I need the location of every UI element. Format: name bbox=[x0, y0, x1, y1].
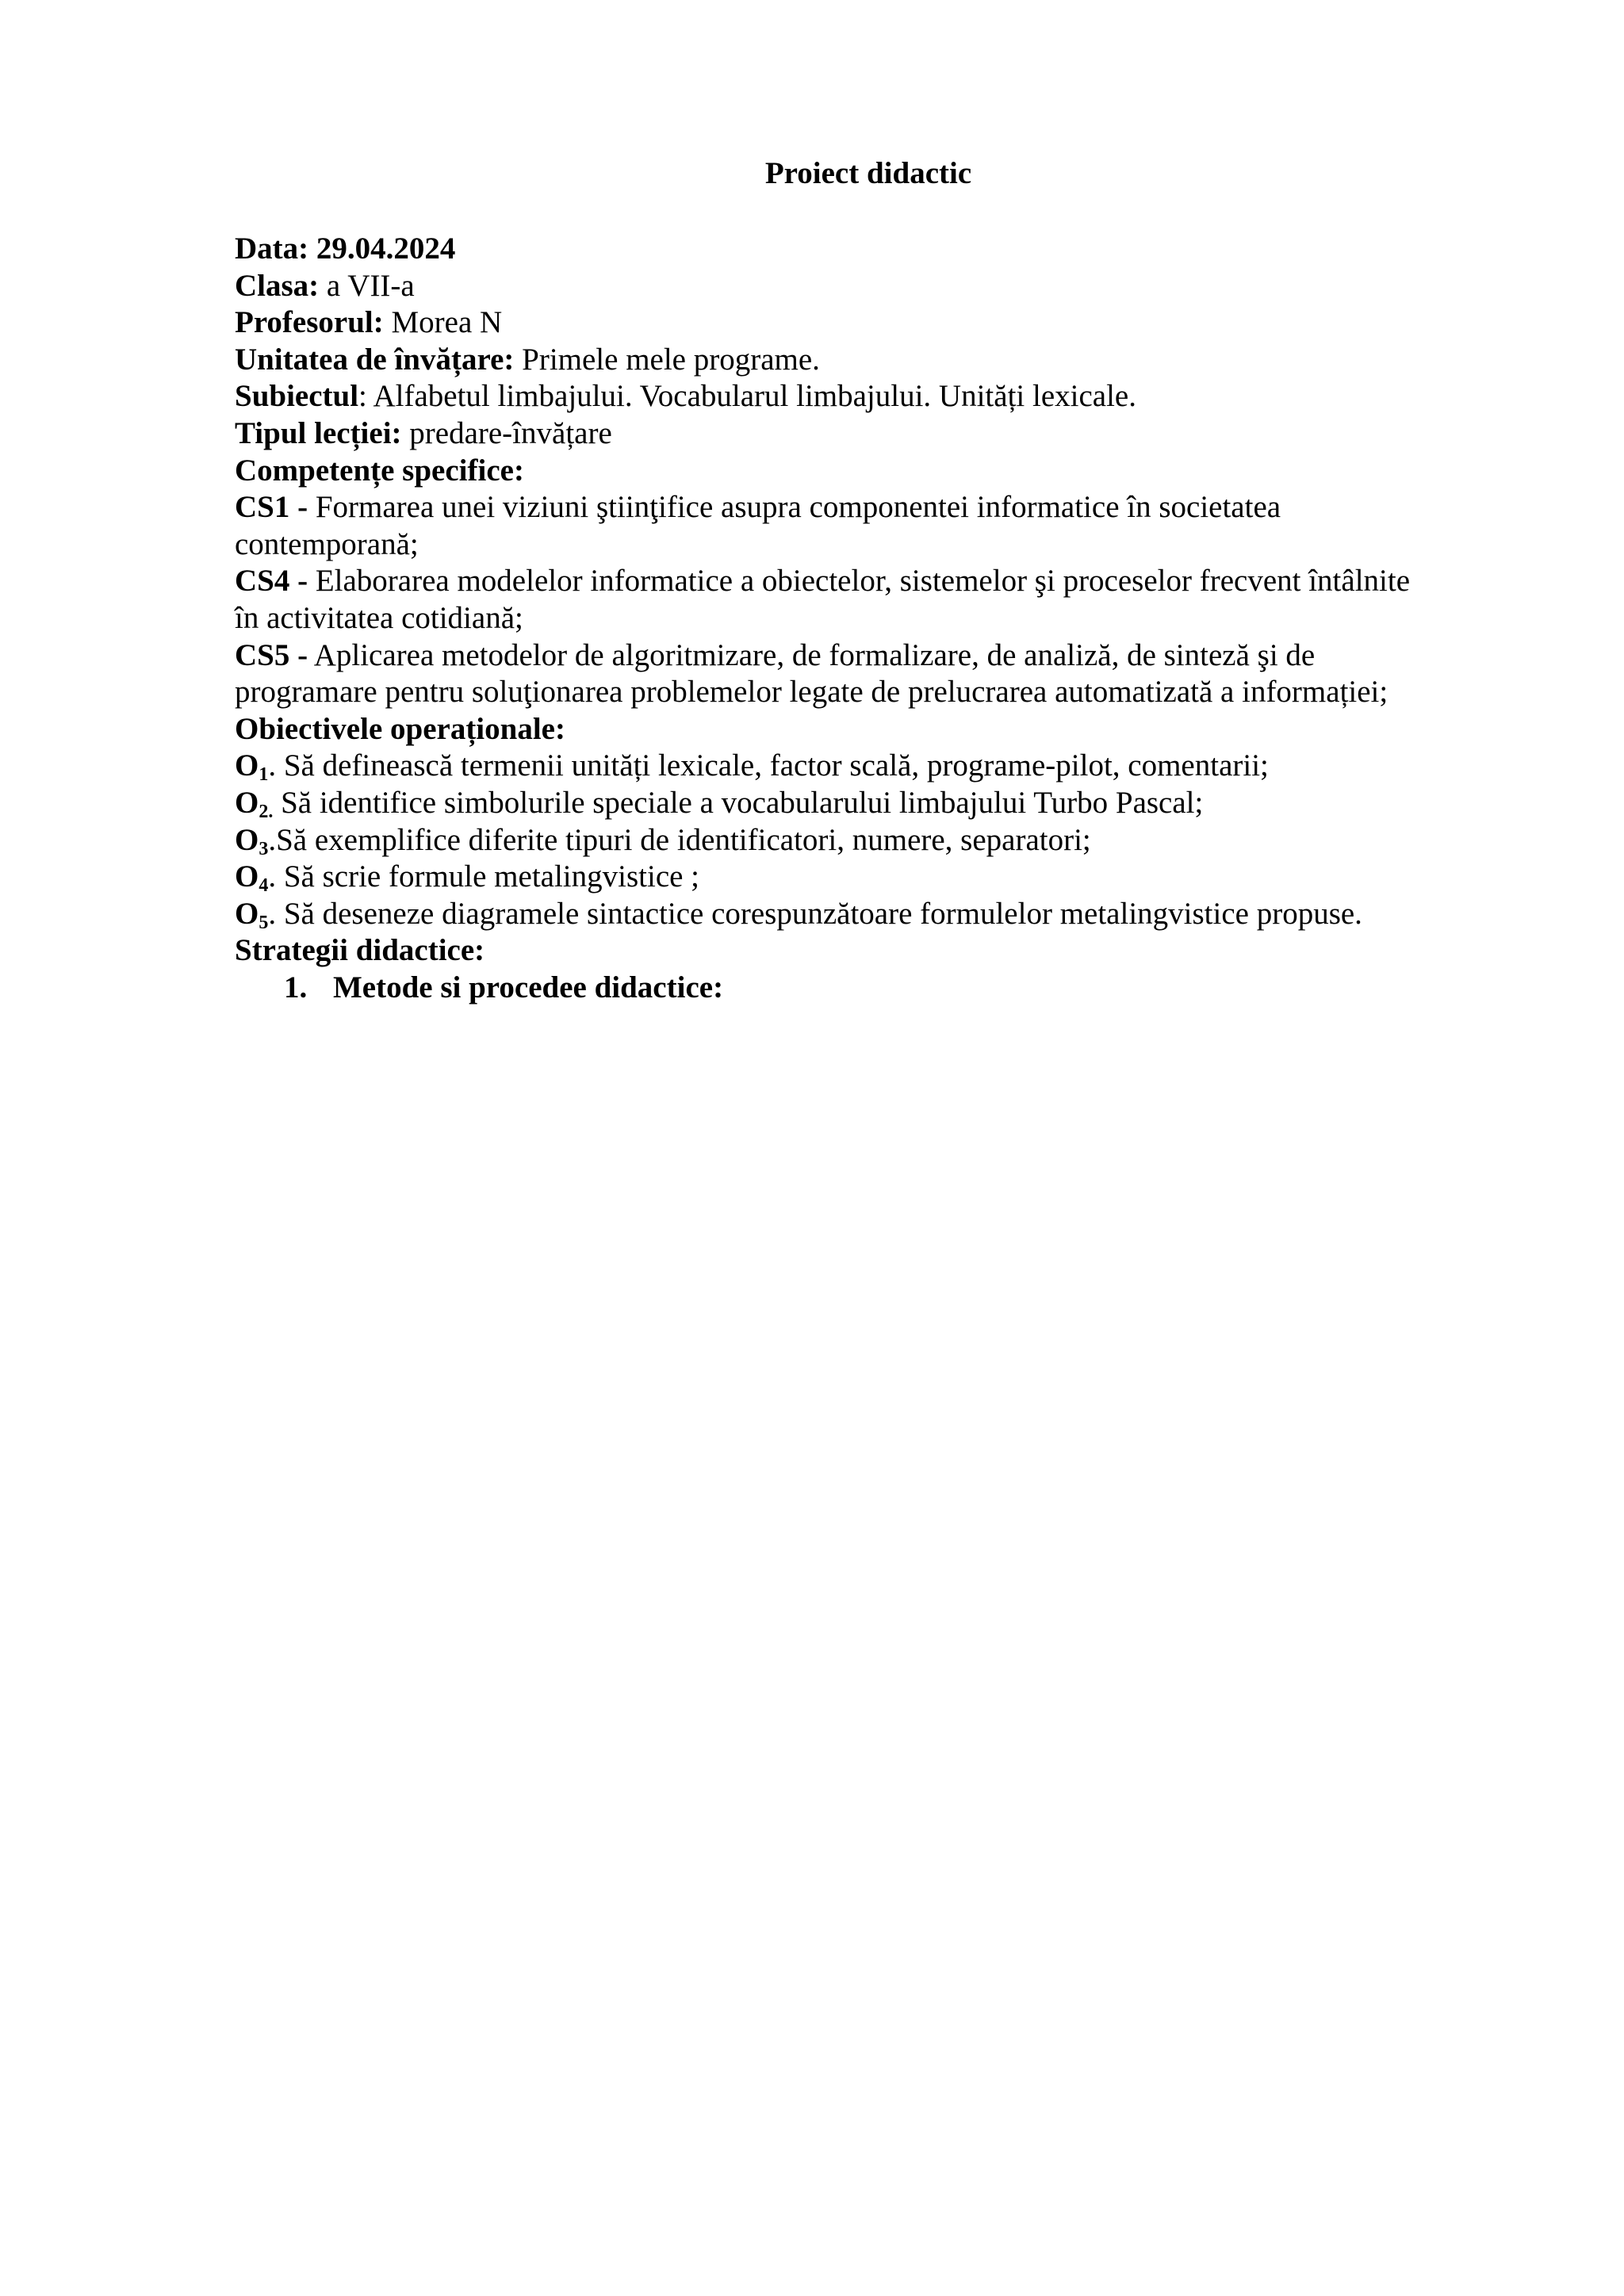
objective-subscript: 5 bbox=[259, 912, 269, 933]
competence-code: CS5 - bbox=[235, 637, 308, 672]
objective-item bbox=[235, 896, 1503, 933]
lesson-type-value: predare-învățare bbox=[409, 415, 612, 450]
list-item-text: Metode si procedee didactice: bbox=[333, 970, 724, 1004]
objective-text: . Să scrie formule metalingvistice ; bbox=[268, 859, 700, 894]
objective-text: . Să deseneze diagramele sintactice corespunzătoare formulelor metalingvistice propuse. bbox=[268, 896, 1362, 931]
objective-text: Să identifice simbolurile speciale a vocabularului limbajului Turbo Pascal; bbox=[273, 785, 1204, 820]
teacher-line bbox=[235, 304, 1503, 342]
unit-line bbox=[235, 342, 1503, 379]
class-value: a VII-a bbox=[326, 268, 415, 303]
teacher-label: Profesorul: bbox=[235, 305, 384, 340]
objective-code: O bbox=[235, 896, 259, 931]
objective-code: O bbox=[235, 785, 259, 820]
objective-subscript: 2. bbox=[259, 801, 274, 822]
class-label: Clasa: bbox=[235, 268, 320, 303]
lesson-type-line bbox=[235, 415, 1503, 453]
date-value: 29.04.2024 bbox=[316, 232, 456, 266]
competence-text-cont: contemporană; bbox=[235, 526, 419, 561]
objective-item bbox=[235, 822, 1503, 859]
objective-text: . Să definească termenii unități lexicale, factor scală, programe-pilot, comentarii; bbox=[268, 748, 1269, 783]
class-line bbox=[235, 268, 1503, 305]
competences-heading: Competențe specifice: bbox=[235, 453, 524, 488]
competence-code: CS1 - bbox=[235, 490, 308, 525]
date-label: Data: bbox=[235, 232, 309, 266]
objective-subscript: 3 bbox=[259, 838, 269, 859]
date-line bbox=[235, 231, 1503, 268]
strategies-heading: Strategii didactice: bbox=[235, 933, 485, 968]
subject-label: Subiectul bbox=[235, 379, 359, 414]
competence-text-cont: în activitatea cotidiană; bbox=[235, 600, 523, 635]
strategy-list-item bbox=[235, 970, 1503, 1007]
objective-subscript: 4 bbox=[259, 875, 269, 897]
list-number: 1. bbox=[284, 970, 308, 1004]
lesson-type-label: Tipul lecției: bbox=[235, 415, 402, 450]
unit-value: Primele mele programe. bbox=[522, 342, 820, 377]
objective-code: O bbox=[235, 748, 259, 783]
objective-item bbox=[235, 748, 1503, 785]
competence-text: Aplicarea metodelor de algoritmizare, de formalizare, de analiză, de sinteză şi de bbox=[313, 637, 1316, 672]
objective-code: O bbox=[235, 859, 259, 894]
competence-text: Elaborarea modelelor informatice a obiectelor, sistemelor şi proceselor frecvent întâlnite bbox=[315, 564, 1411, 599]
objective-text: .Să exemplifice diferite tipuri de identificatori, numere, separatori; bbox=[268, 822, 1091, 857]
competence-text: Formarea unei viziuni ştiinţifice asupra componentei informatice în societatea bbox=[315, 490, 1281, 525]
competence-code: CS4 - bbox=[235, 564, 308, 599]
teacher-value: Morea N bbox=[391, 305, 503, 340]
subject-line bbox=[235, 378, 1503, 415]
unit-label: Unitatea de învățare: bbox=[235, 342, 515, 377]
competence-item bbox=[235, 637, 1503, 711]
competence-item bbox=[235, 563, 1503, 637]
objective-subscript: 1 bbox=[259, 764, 269, 786]
subject-value: : Alfabetul limbajului. Vocabularul limbajului. Unități lexicale. bbox=[358, 379, 1136, 414]
objective-item bbox=[235, 785, 1503, 822]
document-body bbox=[235, 231, 1503, 1006]
objective-item bbox=[235, 859, 1503, 896]
competence-item bbox=[235, 489, 1503, 563]
objectives-heading: Obiectivele operaționale: bbox=[235, 711, 565, 746]
document-title: Proiect didactic bbox=[764, 156, 972, 190]
competence-text-cont: programare pentru soluţionarea problemelor legate de prelucrarea automatizată a informației; bbox=[235, 675, 1388, 710]
objective-code: O bbox=[235, 822, 259, 857]
